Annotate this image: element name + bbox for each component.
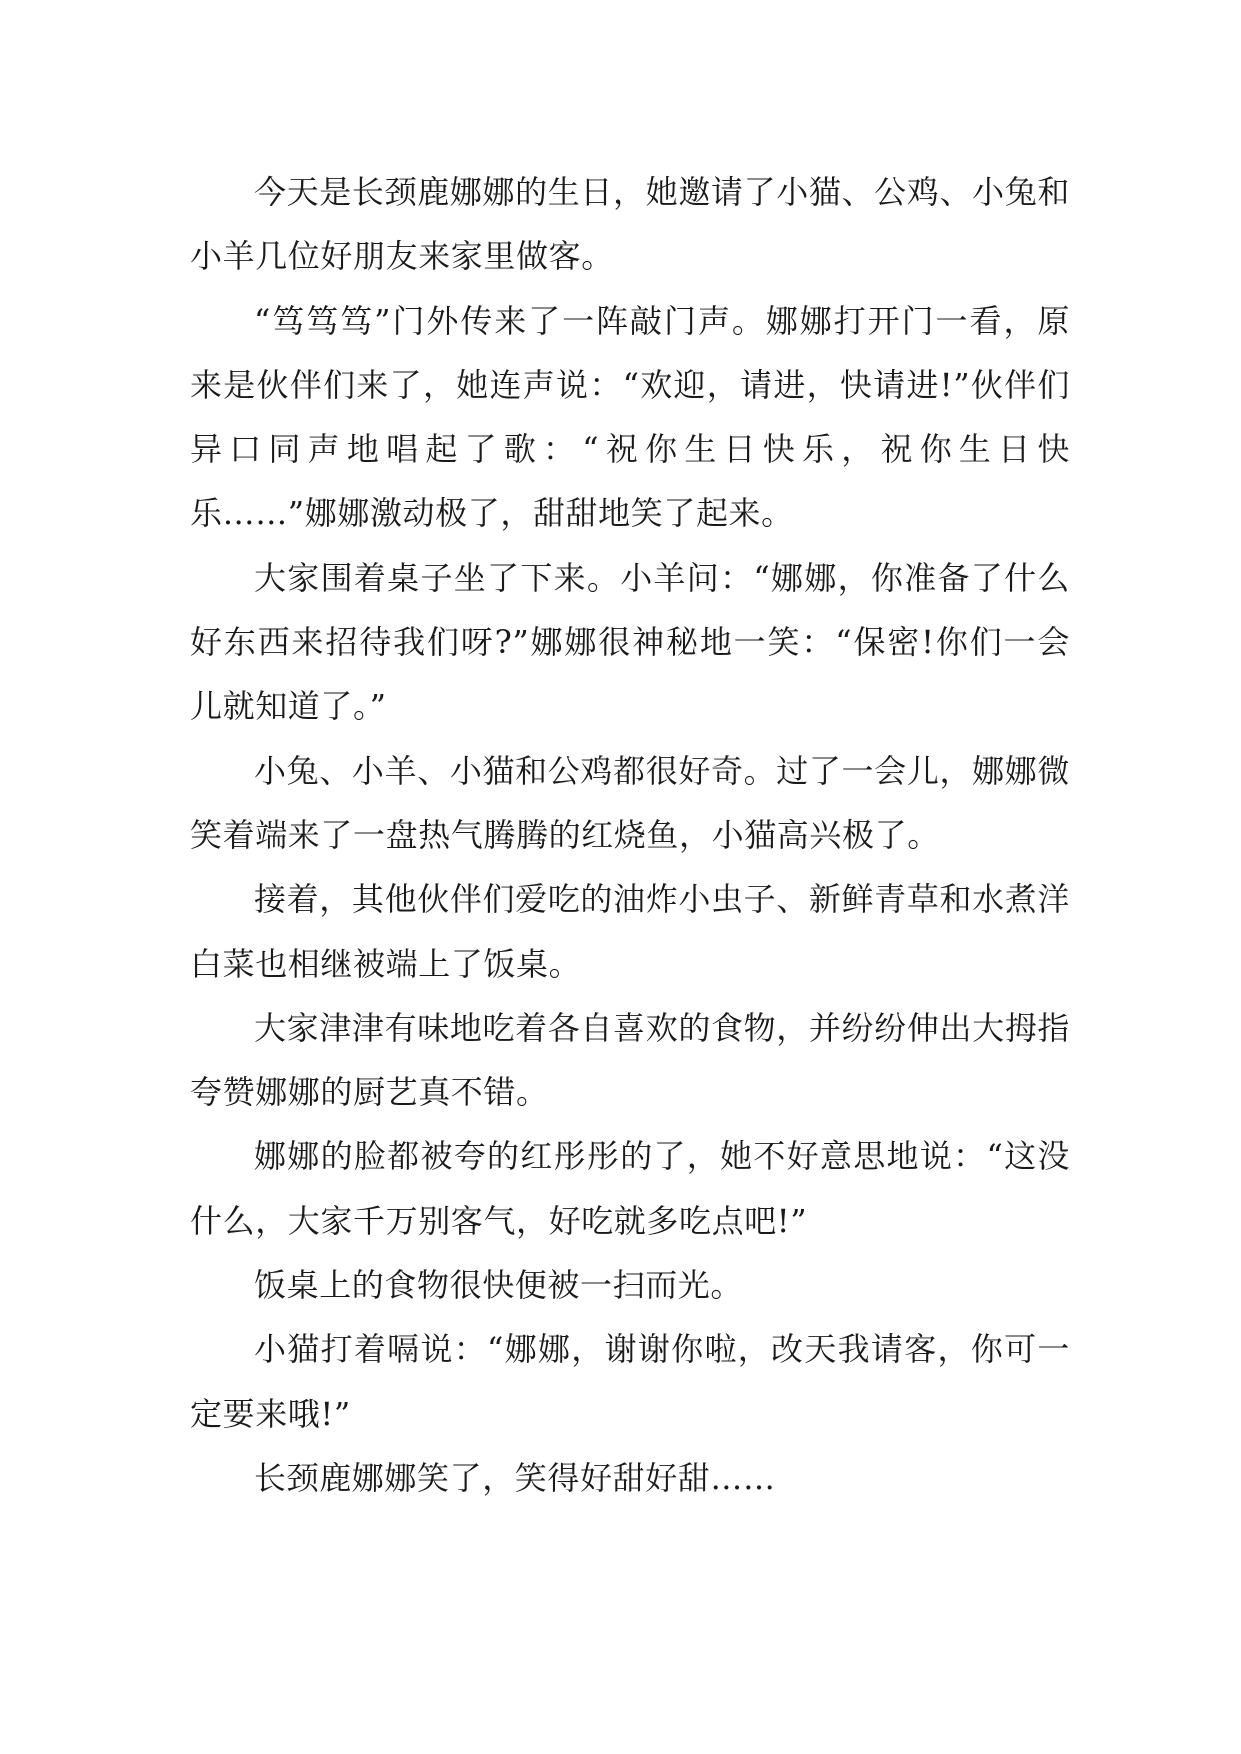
paragraph: “笃笃笃”门外传来了一阵敲门声。娜娜打开门一看，原来是伙伴们来了，她连声说：“欢迎，请进，快请进!”伙伴们异口同声地唱起了歌：“祝你生日快乐，祝你生日快乐……”娜娜激动极了，甜甜地笑了起来。 <box>190 301 1070 533</box>
paragraph: 大家津津有味地吃着各自喜欢的食物，并纷纷伸出大拇指夸赞娜娜的厨艺真不错。 <box>190 1008 1070 1112</box>
paragraph: 小猫打着嗝说：“娜娜，谢谢你啦，改天我请客，你可一定要来哦!” <box>190 1330 1070 1433</box>
paragraph: 饭桌上的食物很快便被一扫而光。 <box>254 1266 744 1305</box>
paragraph: 长颈鹿娜娜笑了，笑得好甜好甜…… <box>254 1458 776 1497</box>
paragraph: 小兔、小羊、小猫和公鸡都很好奇。过了一会儿，娜娜微笑着端来了一盘热气腾腾的红烧鱼，小猫高兴极了。 <box>190 751 1070 854</box>
story-text <box>190 160 1070 1510</box>
paragraph: 娜娜的脸都被夸的红彤彤的了，她不好意思地说：“这没什么，大家千万别客气，好吃就多吃点吧!” <box>190 1137 1070 1240</box>
paragraph: 接着，其他伙伴们爱吃的油炸小虫子、新鲜青草和水煮洋白菜也相继被端上了饭桌。 <box>190 880 1070 983</box>
paragraph: 大家围着桌子坐了下来。小羊问：“娜娜，你准备了什么好东西来招待我们呀?”娜娜很神秘地一笑：“保密!你们一会儿就知道了。” <box>190 558 1070 726</box>
paragraph: 今天是长颈鹿娜娜的生日，她邀请了小猫、公鸡、小兔和小羊几位好朋友来家里做客。 <box>190 173 1070 276</box>
